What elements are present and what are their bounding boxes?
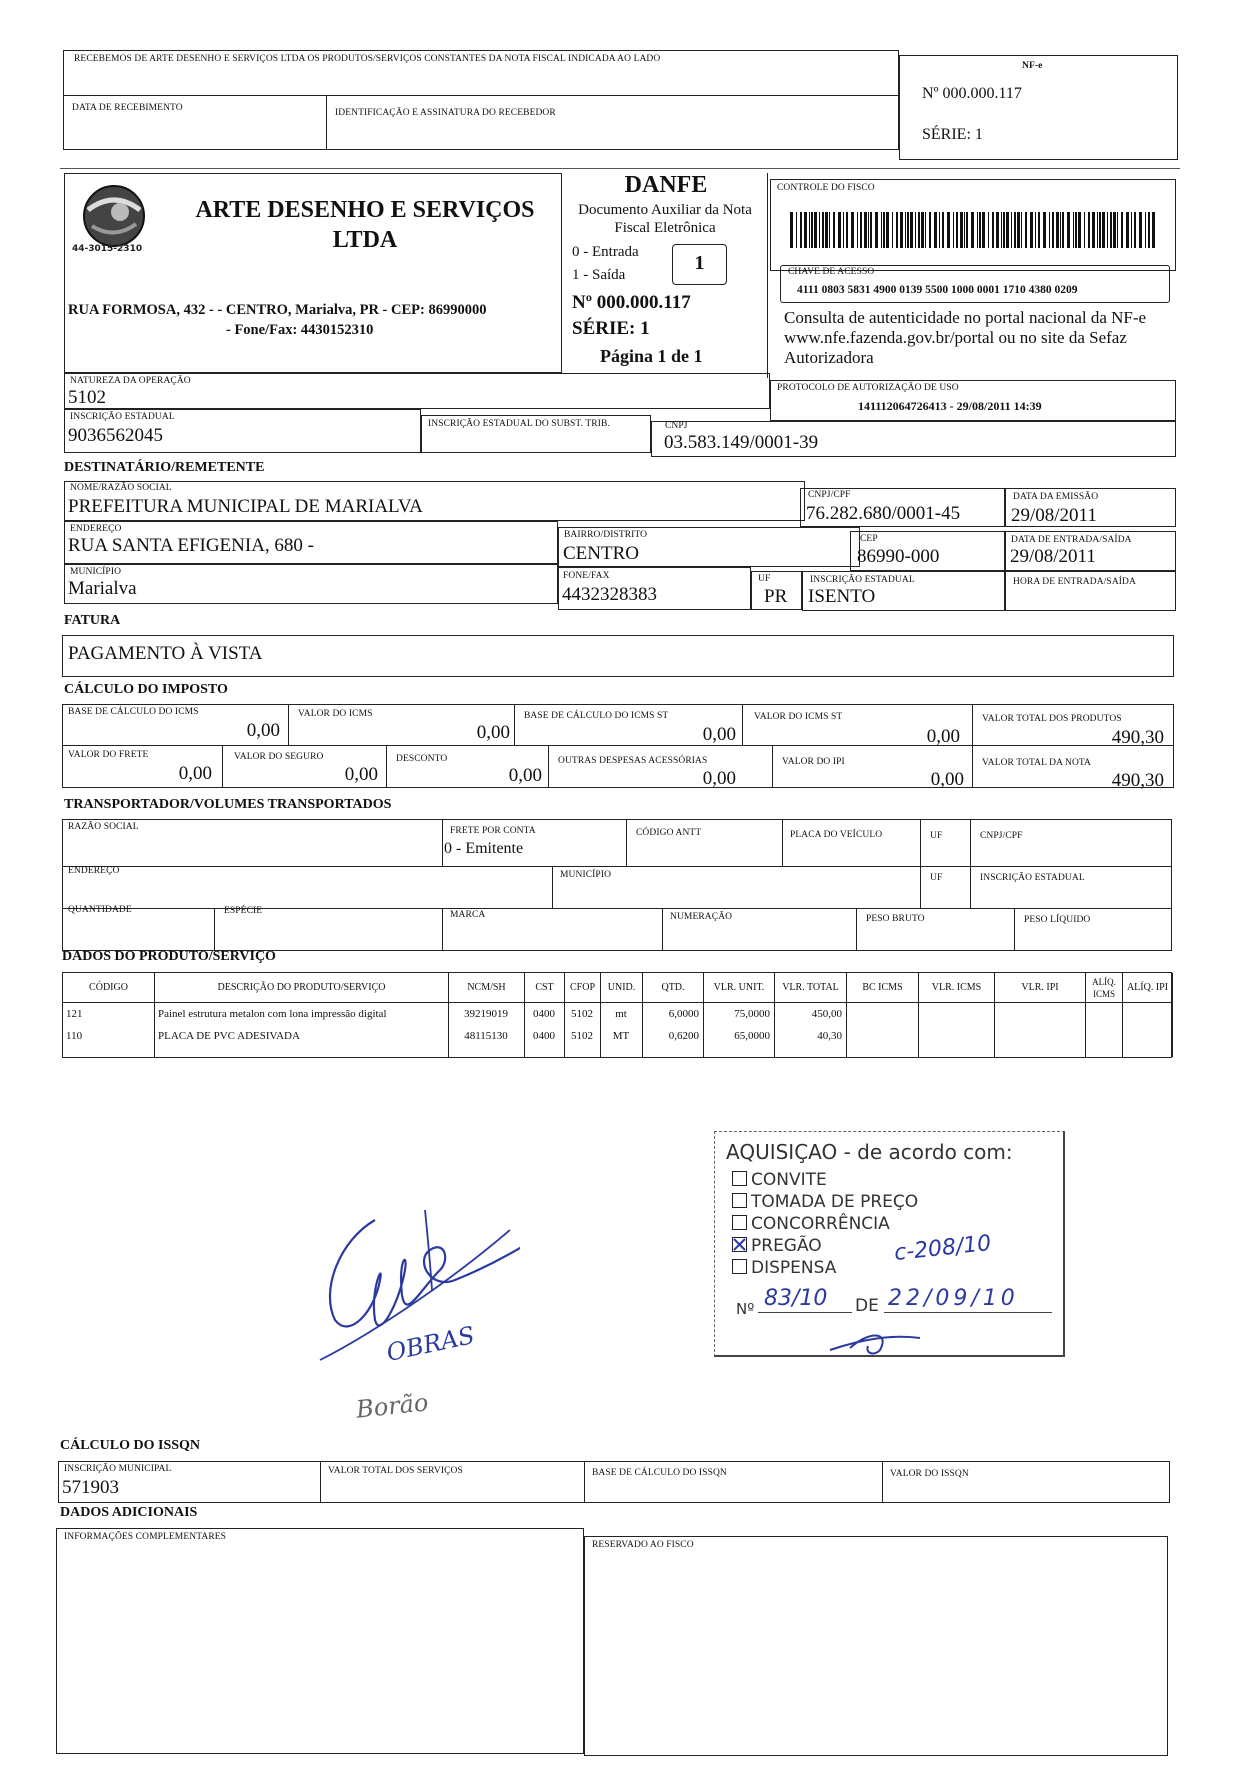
product-cell: 110 <box>66 1030 83 1042</box>
stamp-initials-signature <box>820 1320 940 1360</box>
barcode-bar <box>796 212 797 248</box>
barcode-bar <box>1062 212 1064 248</box>
stamp-data: 22/09/10 <box>888 1286 1019 1311</box>
barcode-bar <box>1014 212 1016 248</box>
handwritten-note-obras: OBRAS <box>384 1321 478 1367</box>
transp-razao-label: RAZÃO SOCIAL <box>68 822 139 832</box>
barcode-bar <box>809 212 810 248</box>
barcode-bar <box>814 212 817 248</box>
barcode-bar <box>896 212 898 248</box>
div-6 <box>386 746 387 788</box>
info-box <box>56 1528 584 1754</box>
dest-uf: PR <box>764 586 788 607</box>
barcode-bar <box>964 212 965 248</box>
issqn-base-label: BASE DE CÁLCULO DO ISSQN <box>592 1468 727 1478</box>
danfe-type: 1 <box>694 252 705 274</box>
barcode-bar <box>1035 212 1036 248</box>
base-st-label: BASE DE CÁLCULO DO ICMS ST <box>524 711 669 721</box>
info-label: INFORMAÇÕES COMPLEMENTARES <box>64 1532 227 1542</box>
transp-uf-label: UF <box>930 831 943 841</box>
div-t3 <box>782 819 783 867</box>
barcode-bar <box>833 212 835 248</box>
dest-municipio-box <box>64 564 558 604</box>
barcode-bar <box>1110 212 1112 248</box>
barcode-bar <box>1003 212 1005 248</box>
div-4 <box>972 704 973 746</box>
transp-cnpj-label: CNPJ/CPF <box>980 831 1023 841</box>
cnpj-value: 03.583.149/0001-39 <box>664 432 819 453</box>
receipt-date-label: DATA DE RECEBIMENTO <box>72 103 183 113</box>
consulta-text: Consulta de autenticidade no portal nacional da NF-e www.nfe.fazenda.gov.br/portal ou no site da Sefaz Autorizadora <box>784 308 1147 367</box>
desconto: 0,00 <box>508 765 542 786</box>
barcode-bar <box>979 212 981 248</box>
div-i1 <box>320 1461 321 1503</box>
handwritten-note-borao: Borão <box>354 1388 430 1424</box>
transp-numeracao-label: NUMERAÇÃO <box>670 912 733 922</box>
issqn-im: 571903 <box>62 1477 119 1498</box>
dest-cnpj-label: CNPJ/CPF <box>808 490 851 500</box>
dest-cnpj: 76.282.680/0001-45 <box>806 503 961 524</box>
danfe-saida: 1 - Saída <box>572 267 626 283</box>
checkbox-icon <box>732 1215 747 1230</box>
barcode-bar <box>843 212 844 248</box>
transp-placa-label: PLACA DO VEÍCULO <box>790 830 883 840</box>
receipt-text: RECEBEMOS DE ARTE DESENHO E SERVIÇOS LTDA OS PRODUTOS/SERVIÇOS CONSTANTES DA NOTA FISCAL INDICADA AO LADO <box>74 54 661 64</box>
stamp-de: DE <box>855 1296 879 1316</box>
nfe-stub-label: NF-e <box>1022 61 1043 71</box>
div-8 <box>772 746 773 788</box>
transp-ie-label: INSCRIÇÃO ESTADUAL <box>980 873 1085 883</box>
barcode-bar <box>790 212 793 248</box>
stamp-option <box>732 1236 822 1256</box>
div-t10 <box>442 909 443 951</box>
barcode-bar <box>1145 212 1146 248</box>
barcode-bar <box>915 212 916 248</box>
product-cell: mt <box>615 1008 627 1020</box>
product-cell: 6,0000 <box>668 1008 699 1020</box>
desconto-label: DESCONTO <box>396 754 448 764</box>
barcode-bar <box>1067 212 1070 248</box>
transp-frete: 0 - Emitente <box>444 840 524 857</box>
div-3 <box>742 704 743 746</box>
barcode-bar <box>1017 212 1020 248</box>
table-row <box>63 1028 1171 1050</box>
stamp-pregao-note: c-208/10 <box>892 1230 993 1267</box>
barcode-bar <box>925 212 926 248</box>
danfe-serie: SÉRIE: 1 <box>572 318 650 339</box>
barcode-bar <box>857 212 858 248</box>
dest-entrada: 29/08/2011 <box>1010 546 1096 567</box>
product-cell: 0,6200 <box>668 1030 699 1042</box>
protocolo-label: PROTOCOLO DE AUTORIZAÇÃO DE USO <box>777 383 959 393</box>
separator-line <box>60 168 1180 169</box>
product-cell: 121 <box>66 1008 83 1020</box>
barcode-bar <box>1092 212 1095 248</box>
produtos-section: DADOS DO PRODUTO/SERVIÇO <box>62 949 276 964</box>
stamp-option-label: CONCORRÊNCIA <box>751 1214 890 1234</box>
barcode-bar <box>1134 212 1136 248</box>
barcode-bar <box>868 212 869 248</box>
checkbox-icon <box>732 1193 747 1208</box>
product-header-cell: ALÍQ. IPI <box>1123 973 1173 1003</box>
issqn-valor-label: VALOR DO ISSQN <box>890 1469 969 1479</box>
barcode-bar <box>1006 212 1009 248</box>
natureza-value: 5102 <box>68 387 106 408</box>
dest-emissao-label: DATA DA EMISSÃO <box>1013 492 1099 502</box>
produtos-table <box>62 972 1172 1058</box>
dest-endereco: RUA SANTA EFIGENIA, 680 - <box>68 535 315 556</box>
div-2 <box>514 704 515 746</box>
div-t9 <box>214 909 215 951</box>
barcode-bar <box>1030 212 1033 248</box>
product-header-cell: BC ICMS <box>847 973 919 1003</box>
barcode-bar <box>992 212 994 248</box>
protocolo-value: 141112064726413 - 29/08/2011 14:39 <box>858 399 1042 413</box>
div-t11 <box>662 909 663 951</box>
transp-marca-label: MARCA <box>450 910 486 920</box>
issqn-section: CÁLCULO DO ISSQN <box>60 1438 201 1453</box>
barcode-bar <box>921 212 924 248</box>
barcode-bar <box>860 212 862 248</box>
barcode-bar <box>811 212 813 248</box>
barcode-bar <box>918 212 920 248</box>
issuer-logo <box>70 180 158 258</box>
barcode-bar <box>822 212 824 248</box>
product-cell: 40,30 <box>817 1030 842 1042</box>
outras-label: OUTRAS DESPESAS ACESSÓRIAS <box>558 756 708 766</box>
receipt-sign-label: IDENTIFICAÇÃO E ASSINATURA DO RECEBEDOR <box>335 108 556 118</box>
base-icms: 0,00 <box>246 720 280 741</box>
product-cell: 5102 <box>571 1008 593 1020</box>
chave-value: 4111 0803 5831 4900 0139 5500 1000 0001 1710 4380 0209 <box>797 284 1078 296</box>
product-header-cell: CST <box>525 973 565 1003</box>
barcode-bar <box>934 212 937 248</box>
dest-municipio: Marialva <box>68 578 137 599</box>
issqn-im-label: INSCRIÇÃO MUNICIPAL <box>64 1464 172 1474</box>
barcode-bar <box>1011 212 1012 248</box>
product-cell: PLACA DE PVC ADESIVADA <box>158 1030 300 1042</box>
div-7 <box>548 746 549 788</box>
stamp-numero: 83/10 <box>764 1286 828 1311</box>
ipi-label: VALOR DO IPI <box>782 757 845 767</box>
barcode-bar <box>1088 212 1090 248</box>
frete: 0,00 <box>178 763 212 784</box>
valor-icms: 0,00 <box>476 722 510 743</box>
product-header-cell: DESCRIÇÃO DO PRODUTO/SERVIÇO <box>155 973 449 1003</box>
danfe-title: DANFE <box>624 172 708 198</box>
chave-label: CHAVE DE ACESSO <box>788 267 875 277</box>
transp-uf2-label: UF <box>930 873 943 883</box>
natureza-label: NATUREZA DA OPERAÇÃO <box>70 376 191 386</box>
barcode-bar <box>1102 212 1105 248</box>
product-cell: 0400 <box>533 1030 555 1042</box>
total-prod: 490,30 <box>1111 727 1164 748</box>
div-i3 <box>882 1461 883 1503</box>
dest-fone-label: FONE/FAX <box>563 571 610 581</box>
transp-bruto-label: PESO BRUTO <box>866 914 925 924</box>
dest-cep-label: CEP <box>860 534 878 544</box>
barcode-bar <box>1084 212 1085 248</box>
imposto-section: CÁLCULO DO IMPOSTO <box>64 682 228 697</box>
stamp-numero-prefix: Nº <box>736 1300 755 1318</box>
issuer-name: ARTE DESENHO E SERVIÇOS LTDA <box>195 197 535 253</box>
div-t1 <box>442 819 443 867</box>
product-header-cell: UNID. <box>601 973 643 1003</box>
transp-antt-label: CÓDIGO ANTT <box>636 828 702 838</box>
dest-uf-label: UF <box>758 574 771 584</box>
barcode-bar <box>1075 212 1077 248</box>
destinatario-section: DESTINATÁRIO/REMETENTE <box>64 460 265 475</box>
barcode-bar <box>988 212 989 248</box>
barcode-bar <box>907 212 909 248</box>
stamp-title: AQUISIÇAO - de acordo com: <box>726 1140 1013 1164</box>
issqn-total-label: VALOR TOTAL DOS SERVIÇOS <box>328 1466 463 1476</box>
transp-liquido-label: PESO LÍQUIDO <box>1024 915 1091 925</box>
barcode-bar <box>1038 212 1040 248</box>
barcode-bar <box>1078 212 1081 248</box>
issuer-phone: - Fone/Fax: 4430152310 <box>226 322 374 338</box>
logo-phone: 44-3015-2310 <box>72 244 143 254</box>
product-cell: 65,0000 <box>734 1030 770 1042</box>
div-t13 <box>1014 909 1015 951</box>
barcode-bar <box>1025 212 1027 248</box>
receipt-sign-box <box>326 96 899 150</box>
controle-fisco-label: CONTROLE DO FISCO <box>777 183 875 193</box>
barcode-bar <box>905 212 906 248</box>
product-cell: 39219019 <box>464 1008 508 1020</box>
barcode-bar <box>870 212 872 248</box>
div-1 <box>288 704 289 746</box>
barcode-bar <box>1001 212 1002 248</box>
barcode-bar <box>971 212 974 248</box>
product-column-divider <box>1172 1003 1173 1057</box>
fisco-reserved-label: RESERVADO AO FISCO <box>592 1540 694 1550</box>
dest-ie-label: INSCRIÇÃO ESTADUAL <box>810 575 915 585</box>
barcode-bar <box>956 212 958 248</box>
dest-fone: 4432328383 <box>562 584 657 605</box>
barcode-bar <box>1131 212 1132 248</box>
transp-frete-label: FRETE POR CONTA <box>450 826 536 836</box>
product-header-cell: NCM/SH <box>449 973 525 1003</box>
product-cell: 48115130 <box>464 1030 508 1042</box>
barcode-bar <box>1139 212 1142 248</box>
product-header-cell: ALÍQ. ICMS <box>1086 973 1123 1003</box>
adicionais-section: DADOS ADICIONAIS <box>60 1505 198 1520</box>
ie-value: 9036562045 <box>68 425 163 446</box>
barcode-bar <box>1107 212 1108 248</box>
stamp-option <box>732 1258 836 1278</box>
stamp-option <box>732 1192 918 1212</box>
barcode-bar <box>1152 212 1155 248</box>
barcode-bar <box>1121 212 1123 248</box>
div-t5 <box>970 819 971 867</box>
barcode-bar <box>886 212 889 248</box>
barcode-bar <box>825 212 828 248</box>
product-header-cell: CÓDIGO <box>63 973 155 1003</box>
ie-label: INSCRIÇÃO ESTADUAL <box>70 412 175 422</box>
barcode-bar <box>953 212 954 248</box>
barcode-bar <box>1052 212 1054 248</box>
total-nota-label: VALOR TOTAL DA NOTA <box>982 758 1092 768</box>
dest-emissao: 29/08/2011 <box>1011 505 1097 526</box>
checkbox-icon <box>732 1259 747 1274</box>
barcode-bar <box>966 212 968 248</box>
product-cell: 5102 <box>571 1030 593 1042</box>
barcode-bar <box>838 212 841 248</box>
barcode-bar <box>1126 212 1129 248</box>
div-t2 <box>626 819 627 867</box>
div-t7 <box>920 867 921 909</box>
danfe-entrada: 0 - Entrada <box>572 244 639 260</box>
ipi: 0,00 <box>930 769 964 790</box>
barcode-bar <box>1056 212 1059 248</box>
barcode-bar <box>875 212 878 248</box>
product-header-cell: VLR. ICMS <box>919 973 995 1003</box>
checkbox-icon <box>732 1171 747 1186</box>
product-header-cell: VLR. IPI <box>995 973 1086 1003</box>
total-prod-label: VALOR TOTAL DOS PRODUTOS <box>982 714 1122 724</box>
dest-nome: PREFEITURA MUNICIPAL DE MARIALVA <box>68 496 423 517</box>
product-header-cell: QTD. <box>643 973 704 1003</box>
stamp-numero-line <box>758 1312 852 1313</box>
barcode-bar <box>1117 212 1118 248</box>
barcode-bar <box>851 212 854 248</box>
total-nota: 490,30 <box>1111 770 1164 791</box>
barcode-bar <box>1021 212 1022 248</box>
barcode-bar <box>982 212 985 248</box>
barcode <box>790 212 1156 248</box>
valor-st: 0,00 <box>926 726 960 747</box>
cnpj-label: CNPJ <box>665 421 688 431</box>
dest-nome-label: NOME/RAZÃO SOCIAL <box>70 483 172 493</box>
stamp-option-label: DISPENSA <box>751 1258 837 1278</box>
barcode-bar <box>829 212 830 248</box>
table-row <box>63 1006 1171 1028</box>
product-cell: 450,00 <box>811 1008 842 1020</box>
dest-bairro-label: BAIRRO/DISTRITO <box>564 530 648 540</box>
base-st: 0,00 <box>702 724 736 745</box>
base-icms-label: BASE DE CÁLCULO DO ICMS <box>68 707 199 717</box>
barcode-bar <box>960 212 963 248</box>
barcode-icon <box>790 212 1156 248</box>
fisco-reserved-box <box>584 1536 1168 1756</box>
product-cell: 0400 <box>533 1008 555 1020</box>
dest-ie: ISENTO <box>808 586 876 607</box>
dest-endereco-label: ENDEREÇO <box>70 524 122 534</box>
transp-qtd-label: QUANTIDADE <box>68 905 132 915</box>
transp-municipio-label: MUNICÍPIO <box>560 870 612 880</box>
valor-icms-label: VALOR DO ICMS <box>298 709 373 719</box>
barcode-bar <box>1043 212 1046 248</box>
nfe-stub-number: Nº 000.000.117 <box>922 85 1022 102</box>
product-header-cell: VLR. UNIT. <box>704 973 775 1003</box>
barcode-bar <box>1097 212 1098 248</box>
div-9 <box>972 746 973 788</box>
barcode-bar <box>929 212 931 248</box>
stamp-data-line <box>884 1312 1052 1313</box>
barcode-bar <box>864 212 867 248</box>
barcode-bar <box>996 212 999 248</box>
div-i2 <box>584 1461 585 1503</box>
stamp-option-label: TOMADA DE PREÇO <box>751 1192 919 1212</box>
dest-municipio-label: MUNICÍPIO <box>70 567 122 577</box>
danfe-divider <box>767 173 768 378</box>
outras: 0,00 <box>702 768 736 789</box>
barcode-bar <box>804 212 807 248</box>
danfe-number: Nº 000.000.117 <box>572 292 691 313</box>
stamp-option-label: PREGÃO <box>751 1236 822 1256</box>
barcode-bar <box>892 212 893 248</box>
stamp-option <box>732 1170 827 1190</box>
barcode-bar <box>900 212 903 248</box>
barcode-bar <box>846 212 848 248</box>
div-t8 <box>970 867 971 909</box>
barcode-bar <box>1148 212 1150 248</box>
transportador-section: TRANSPORTADOR/VOLUMES TRANSPORTADOS <box>64 797 392 812</box>
barcode-bar <box>910 212 913 248</box>
dest-cep: 86990-000 <box>857 546 940 567</box>
frete-label: VALOR DO FRETE <box>68 750 149 760</box>
valor-st-label: VALOR DO ICMS ST <box>754 712 843 722</box>
dest-entrada-label: DATA DE ENTRADA/SAÍDA <box>1011 535 1132 545</box>
product-header-cell: CFOP <box>565 973 601 1003</box>
barcode-bar <box>881 212 882 248</box>
barcode-bar <box>977 212 978 248</box>
dest-hora-label: HORA DE ENTRADA/SAÍDA <box>1013 577 1136 587</box>
product-header-cell: VLR. TOTAL <box>775 973 847 1003</box>
barcode-bar <box>939 212 940 248</box>
barcode-bar <box>942 212 944 248</box>
product-cell: MT <box>612 1030 630 1042</box>
barcode-bar <box>800 212 802 248</box>
checked-box-icon <box>732 1237 747 1252</box>
transp-endereco-label: ENDEREÇO <box>68 866 120 876</box>
div-t4 <box>920 819 921 867</box>
product-cell: 75,0000 <box>734 1008 770 1020</box>
div-t12 <box>856 909 857 951</box>
ie-st-label: INSCRIÇÃO ESTADUAL DO SUBST. TRIB. <box>428 419 610 429</box>
stamp-option-label: CONVITE <box>751 1170 827 1190</box>
barcode-bar <box>883 212 885 248</box>
div-5 <box>222 746 223 788</box>
dest-bairro: CENTRO <box>563 543 639 564</box>
barcode-bar <box>1099 212 1101 248</box>
seguro: 0,00 <box>344 764 378 785</box>
nfe-stub-serie: SÉRIE: 1 <box>922 126 983 143</box>
barcode-bar <box>1060 212 1061 248</box>
barcode-bar <box>1113 212 1116 248</box>
stamp-option <box>732 1214 890 1234</box>
danfe-subtitle: Documento Auxiliar da Nota Fiscal Eletrônica <box>578 202 752 236</box>
fatura-section: FATURA <box>64 613 121 628</box>
div-t6 <box>552 867 553 909</box>
fatura-value: PAGAMENTO À VISTA <box>68 643 263 664</box>
transp-row1 <box>62 819 1172 867</box>
product-cell: Painel estrutura metalon com lona impressão digital <box>158 1008 387 1020</box>
issuer-address: RUA FORMOSA, 432 - - CENTRO, Marialva, PR - CEP: 86990000 <box>68 302 487 318</box>
danfe-pagina: Página 1 de 1 <box>600 346 703 366</box>
barcode-bar <box>1073 212 1074 248</box>
barcode-bar <box>947 212 950 248</box>
barcode-bar <box>1049 212 1050 248</box>
transp-especie-label: ESPÉCIE <box>224 906 263 916</box>
seguro-label: VALOR DO SEGURO <box>234 752 324 762</box>
barcode-bar <box>819 212 820 248</box>
